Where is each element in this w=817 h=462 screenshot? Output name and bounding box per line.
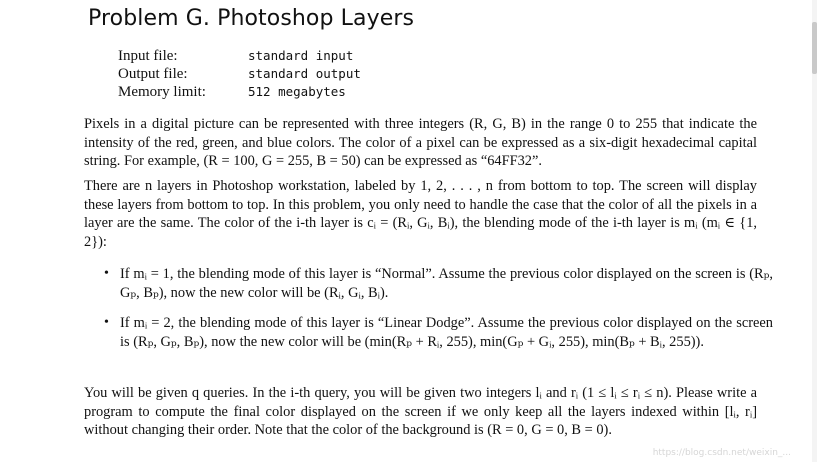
meta-label: Memory limit:	[118, 84, 206, 100]
paragraph-layers: There are n layers in Photoshop workstation, labeled by 1, 2, . . . , n from bottom to top. The screen will display these layers from bottom to top. In this problem, you only need to handle the case that the color of all the pixels in a layer are the same. The color of the i-th layer is cᵢ = (Rᵢ, Gᵢ, Bᵢ), the blending mode of the i-th layer is mᵢ (mᵢ ∈ {1, 2}):	[84, 178, 757, 250]
meta-label: Output file:	[118, 66, 188, 82]
problem-meta	[118, 47, 361, 101]
meta-row-output	[118, 65, 361, 83]
meta-value: standard output	[248, 66, 361, 81]
bullet-item-linear-dodge	[104, 314, 773, 351]
bullet-dot-icon: •	[104, 315, 109, 330]
paragraph-pixels: Pixels in a digital picture can be represented with three integers (R, G, B) in the range 0 to 255 that indicate the intensity of the red, green, and blue colors. The color of a pixel can be expressed as a six-digit hexadecimal capital string. For example, (R = 100, G = 255, B = 50) can be expressed as “64FF32”.	[84, 116, 757, 169]
meta-row-input	[118, 47, 361, 65]
problem-title: Problem G. Photoshop Layers	[88, 6, 415, 31]
bullet-text: If mᵢ = 2, the blending mode of this layer is “Linear Dodge”. Assume the previous color displayed on the screen is (Rₚ, Gₚ, Bₚ), now the new color will be (min(Rₚ + Rᵢ, 255), min(Gₚ + Gᵢ, 255), min(Bₚ + Bᵢ, 255)).	[120, 315, 773, 350]
bullet-dot-icon: •	[104, 266, 109, 281]
paragraph-queries: You will be given q queries. In the i-th query, you will be given two integers lᵢ and rᵢ (1 ≤ lᵢ ≤ rᵢ ≤ n). Please write a program to compute the final color displayed on the screen if we only keep all the layers indexed within [lᵢ, rᵢ] without changing their order. Note that the color of the background is (R = 0, G = 0, B = 0).	[84, 385, 757, 438]
bullet-item-normal	[104, 265, 773, 302]
scrollbar-thumb[interactable]	[812, 22, 817, 74]
bullet-text: If mᵢ = 1, the blending mode of this layer is “Normal”. Assume the previous color displayed on the screen is (Rₚ, Gₚ, Bₚ), now the new color will be (Rᵢ, Gᵢ, Bᵢ).	[120, 266, 773, 301]
meta-value: standard input	[248, 48, 354, 63]
scrollbar[interactable]	[812, 0, 817, 462]
meta-value: 512 megabytes	[248, 84, 346, 99]
meta-label: Input file:	[118, 48, 178, 64]
meta-row-memory	[118, 83, 361, 101]
watermark: https://blog.csdn.net/weixin_...	[652, 448, 791, 458]
